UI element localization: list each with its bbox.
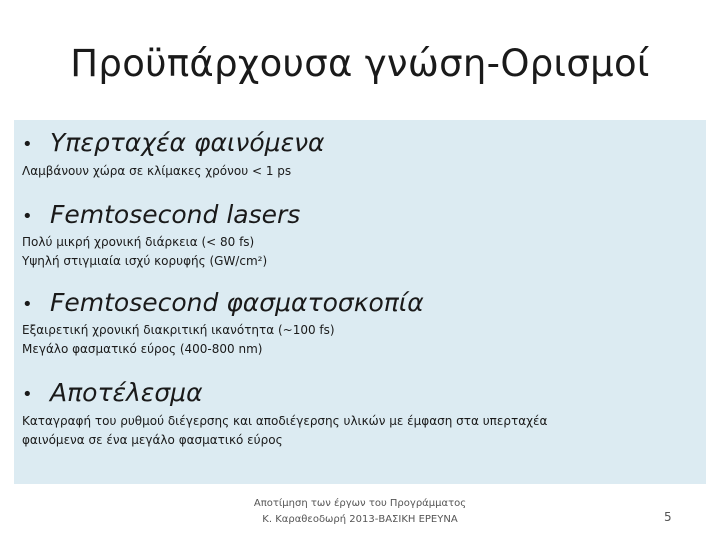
section-line: Μεγάλο φασματικό εύρος (400-800 nm) bbox=[22, 342, 263, 356]
section-heading-text: Υπερταχέα φαινόμενα bbox=[50, 128, 325, 157]
section-line: φαινόμενα σε ένα μεγάλο φασματικό εύρος bbox=[22, 433, 283, 447]
section-heading-text: Femtosecond φασματοσκοπία bbox=[50, 288, 424, 317]
section-line: Εξαιρετική χρονική διακριτική ικανότητα (~100 fs) bbox=[22, 323, 335, 337]
section-heading-text: Femtosecond lasers bbox=[50, 200, 301, 229]
slide-footer bbox=[200, 496, 520, 528]
bullet-icon: • bbox=[22, 205, 33, 227]
content-panel bbox=[14, 120, 706, 484]
section-text bbox=[22, 162, 291, 181]
footer-line-1: Αποτίμηση των έργων του Προγράμματος bbox=[253, 498, 467, 509]
section-heading bbox=[22, 378, 203, 407]
bullet-icon: • bbox=[22, 293, 33, 315]
section-heading bbox=[22, 200, 300, 229]
section-text bbox=[22, 233, 267, 271]
footer-line-2: Κ. Καραθεοδωρή 2013-ΒΑΣΙΚΗ ΕΡΕΥΝΑ bbox=[262, 514, 458, 525]
section-text bbox=[22, 412, 547, 450]
section-heading-text: Αποτέλεσμα bbox=[50, 378, 203, 407]
page-number: 5 bbox=[664, 510, 672, 524]
section-text bbox=[22, 321, 335, 359]
section-line: Υψηλή στιγμιαία ισχύ κορυφής (GW/cm²) bbox=[22, 254, 268, 268]
section-line: Λαμβάνουν χώρα σε κλίμακες χρόνου < 1 ps bbox=[22, 164, 292, 178]
section-heading bbox=[22, 128, 325, 157]
section-line: Πολύ μικρή χρονική διάρκεια (< 80 fs) bbox=[22, 235, 255, 249]
bullet-icon: • bbox=[22, 133, 33, 155]
section-line: Καταγραφή του ρυθμού διέγερσης και αποδιέγερσης υλικών με έμφαση στα υπερταχέα bbox=[22, 414, 548, 428]
section-heading bbox=[22, 288, 424, 317]
slide-title: Προϋπάρχουσα γνώση-Ορισμοί bbox=[70, 42, 650, 85]
bullet-icon: • bbox=[22, 383, 33, 405]
